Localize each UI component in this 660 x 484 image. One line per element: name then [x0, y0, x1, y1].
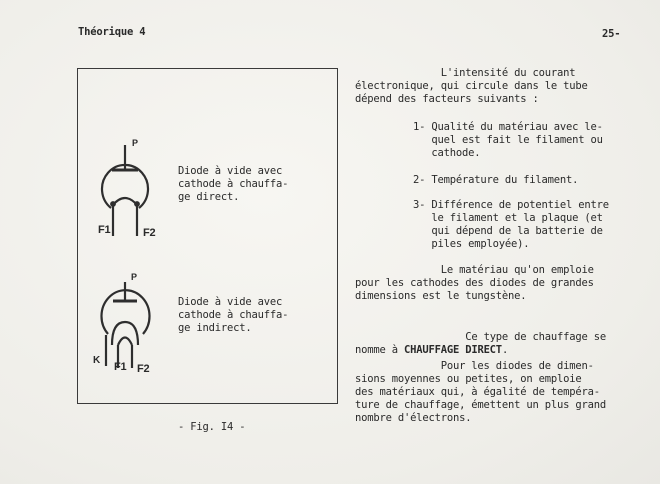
filament-label-f1-2: F1 — [114, 361, 127, 373]
heating-type-line-1: Ce type de chauffage se — [379, 331, 606, 343]
page-number: 25- — [602, 28, 621, 40]
intro-paragraph: L'intensité du courant électronique, qui circule dans le tube dépend des facteurs suivants : — [355, 67, 588, 105]
filament-label-f2-2: F2 — [137, 363, 150, 375]
filament — [118, 338, 132, 346]
diode-direct-heating-diagram — [102, 145, 148, 236]
factor-item-3: 3- Différence de potentiel entre le filament et la plaque (et qui dépend de la batterie de piles employée). — [413, 199, 609, 250]
filament-label-f1-1: F1 — [98, 224, 111, 236]
cathode-label-k: K — [93, 355, 101, 366]
heating-type-suffix: . — [501, 344, 509, 356]
section-title: Théorique 4 — [78, 26, 146, 38]
diode-indirect-caption: Diode à vide avec cathode à chauffa- ge indirect. — [178, 296, 289, 334]
heating-type-prefix: nomme à — [355, 344, 404, 356]
tungsten-paragraph: Le matériau qu'on emploie pour les cathodes des diodes de grandes dimensions est le tungstène. — [355, 264, 594, 302]
figure-caption: - Fig. I4 - — [178, 421, 246, 433]
factor-item-2: 2- Température du filament. — [413, 174, 579, 186]
plate-label-1: P — [132, 138, 138, 148]
cathode-sleeve — [112, 322, 138, 345]
small-diodes-paragraph: Pour les diodes de dimen- sions moyennes ou petites, on emploie des matériaux qui, à égalité de tempéra- ture de chauffage, émettent un plus grand nombre d'électrons. — [355, 360, 606, 424]
plate-label-2: P — [131, 272, 137, 282]
factor-item-1: 1- Qualité du matériau avec le- quel est fait le filament ou cathode. — [413, 121, 603, 159]
filament-label-f2-1: F2 — [143, 227, 156, 239]
diode-indirect-heating-diagram — [102, 282, 150, 368]
diode-direct-caption: Diode à vide avec cathode à chauffa- ge direct. — [178, 165, 289, 203]
direct-heating-term: CHAUFFAGE DIRECT — [403, 344, 502, 356]
filament — [112, 198, 138, 206]
